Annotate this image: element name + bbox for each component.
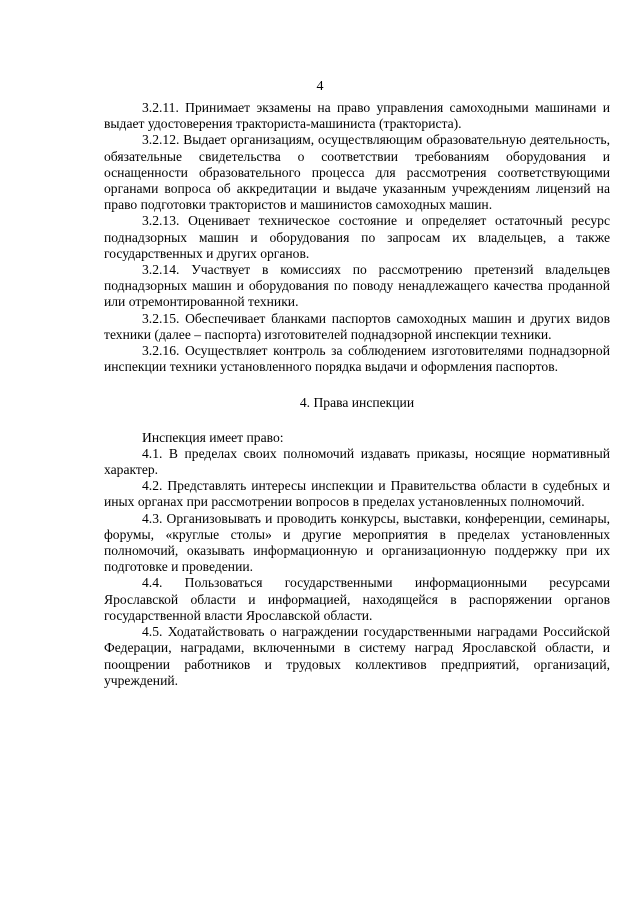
document-body — [104, 100, 610, 689]
paragraph-3-2-15: 3.2.15. Обеспечивает бланками паспортов самоходных машин и других видов техники (далее – паспорта) изготовителей поднадзорной инспекции техники. — [104, 310, 610, 342]
paragraph-4-4: 4.4. Пользоваться государственными информационными ресурсами Ярославской области и информацией, находящейся в распоряжении органов государственной власти Ярославской области. — [104, 575, 610, 623]
section-intro: Инспекция имеет право: — [142, 429, 284, 445]
paragraph-3-2-11: 3.2.11. Принимает экзамены на право управления самоходными машинами и выдает удостоверения тракториста-машиниста (тракториста). — [104, 100, 610, 132]
paragraph-4-3: 4.3. Организовывать и проводить конкурсы, выставки, конференции, семинары, форумы, «круглые столы» и другие мероприятия в пределах установленных полномочий, оказывать информационную и организационную поддержку при их подготовке и проведении. — [104, 510, 610, 575]
paragraph-4-1: 4.1. В пределах своих полномочий издавать приказы, носящие нормативный характер. — [104, 445, 610, 478]
paragraph-4-5: 4.5. Ходатайствовать о награждении государственными наградами Российской Федерации, наградами, включенными в систему наград Ярославской области, и поощрении работников и трудовых коллективов предприятий, организаций, учреждений. — [104, 624, 610, 688]
paragraph-3-2-13: 3.2.13. Оценивает техническое состояние и определяет остаточный ресурс поднадзорных машин и оборудования по запросам их владельцев, а также государственных и других органов. — [104, 213, 610, 261]
page-number: 4 — [316, 79, 324, 94]
paragraph-3-2-12: 3.2.12. Выдает организациям, осуществляющим образовательную деятельность, обязательные свидетельства о соответствии требованиям оборудования и оснащенности образовательного процесса для рассмотрения соответствующими органами вопроса об аккредитации и выдаче указанным учреждениям лицензий на право подготовки трактористов и машинистов самоходных машин. — [104, 132, 610, 213]
paragraph-3-2-14: 3.2.14. Участвует в комиссиях по рассмотрению претензий владельцев поднадзорных машин и оборудования по поводу ненадлежащего качества проданной или отремонтированной техники. — [104, 262, 610, 310]
section-heading: 4. Права инспекции — [299, 395, 415, 411]
paragraph-3-2-16: 3.2.16. Осуществляет контроль за соблюдением изготовителями поднадзорной инспекции техники установленного порядка выдачи и оформления паспортов. — [104, 343, 610, 375]
paragraph-4-2: 4.2. Представлять интересы инспекции и Правительства области в судебных и иных органах при рассмотрении вопросов в пределах установленных полномочий. — [104, 478, 610, 510]
